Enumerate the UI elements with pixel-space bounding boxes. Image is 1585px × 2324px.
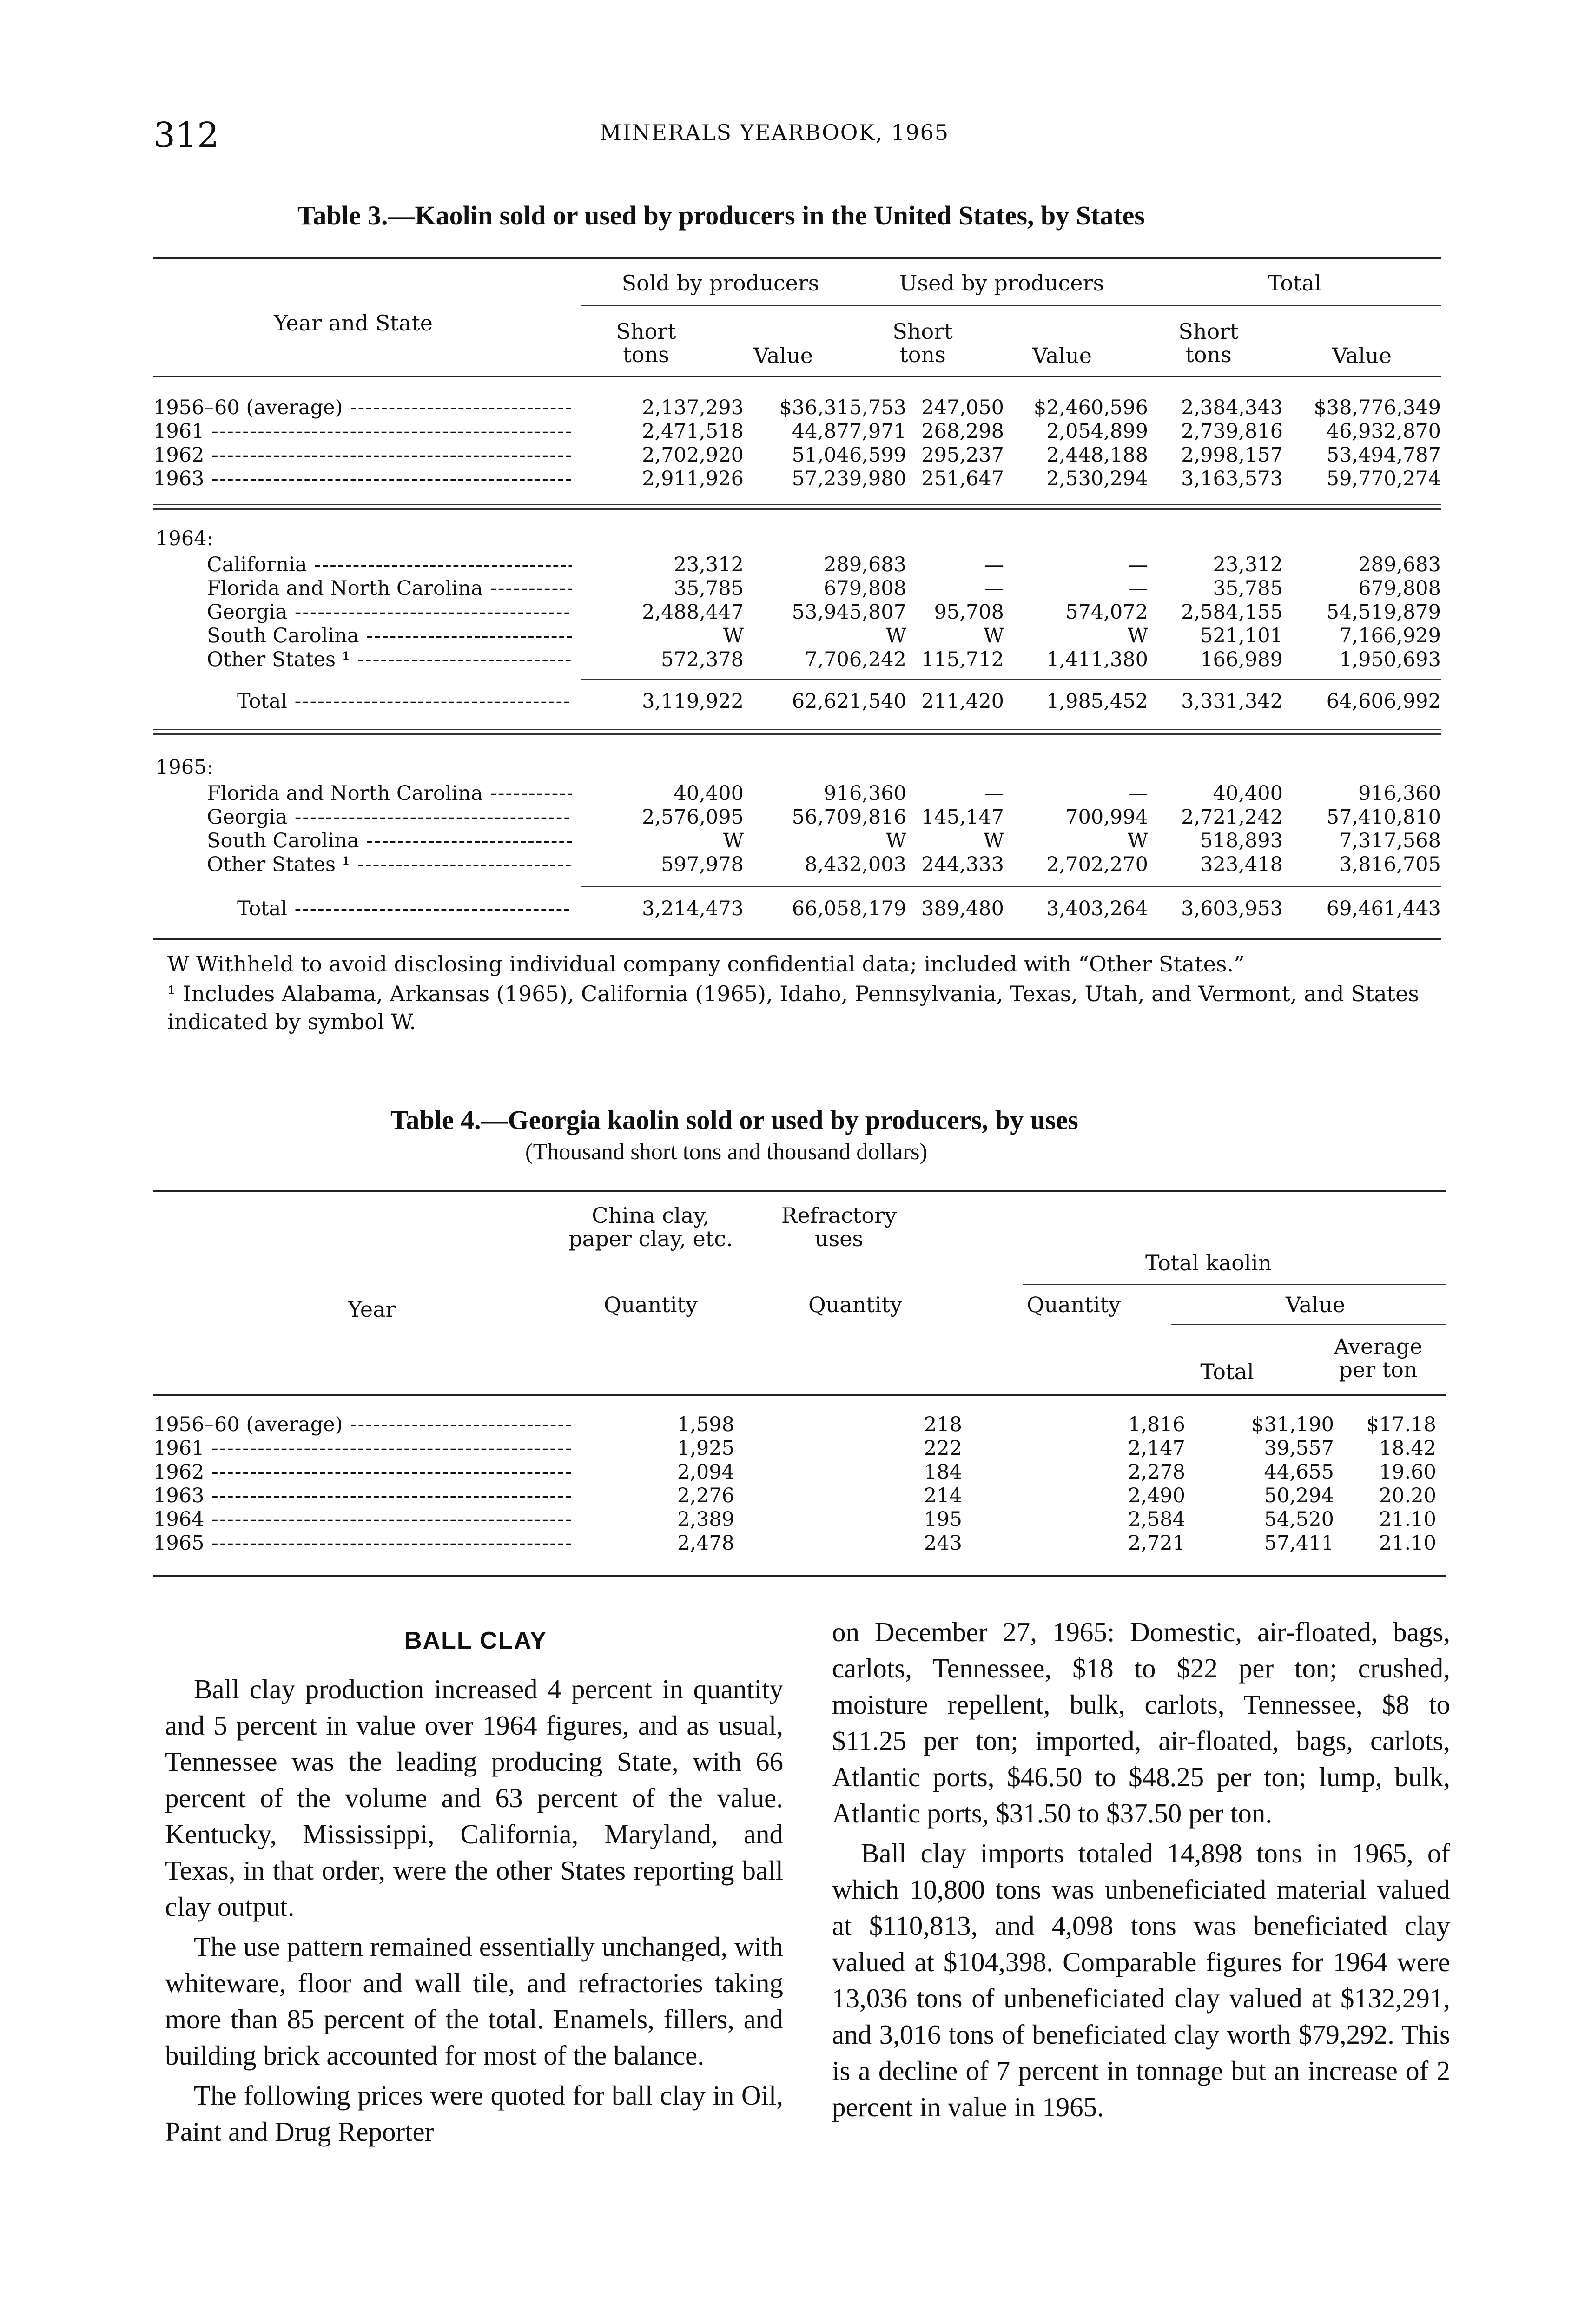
table-cell: W xyxy=(885,829,906,852)
table3-col-used-tons: Short tons xyxy=(892,319,953,367)
total-cell: 69,461,443 xyxy=(1326,897,1441,920)
row-label: 1961 ----- xyxy=(153,1437,572,1460)
table-cell: 8,432,003 xyxy=(805,853,906,876)
table-cell: W xyxy=(1127,624,1148,647)
table-cell: 679,808 xyxy=(824,577,906,600)
total-cell: 62,621,540 xyxy=(792,690,906,713)
table-cell: 2,278 xyxy=(1128,1460,1185,1484)
table-cell: 268,298 xyxy=(921,420,1004,443)
table4-col-china: China clay, paper clay, etc. xyxy=(568,1203,733,1251)
row-label: Other States ¹ ----- xyxy=(153,648,572,672)
ball-clay-heading: BALL CLAY xyxy=(404,1627,547,1654)
table-cell: 2,584 xyxy=(1128,1508,1185,1531)
table-cell: 40,400 xyxy=(674,782,744,805)
row-label: 1963 ----- xyxy=(153,467,572,491)
right-paragraph-1: on December 27, 1965: Domestic, air-floated, bags, carlots, Tennessee, $18 to $22 per ton; crushed, moisture repellent, bulk, carlots, Tennessee, $8 to $11.25 per ton; imported, air-floated, bags, carlots, Atlantic ports, $46.50 to $48.25 per ton; lump, bulk, Atlantic ports, $31.50 to $37.50 per ton. xyxy=(832,1617,1450,1829)
table-cell: 247,050 xyxy=(921,396,1004,419)
table-cell: 7,166,929 xyxy=(1339,624,1441,647)
row-label: 1956–60 (average) ----- xyxy=(153,396,572,420)
table-cell: 2,389 xyxy=(677,1508,734,1531)
total-cell: 66,058,179 xyxy=(792,897,906,920)
table-cell: 2,448,188 xyxy=(1046,443,1148,467)
table-cell: 2,478 xyxy=(677,1532,734,1555)
row-label: South Carolina ----- xyxy=(153,829,572,853)
table-cell: 2,471,518 xyxy=(642,420,744,443)
row-label: Florida and North Carolina ----- xyxy=(153,782,572,805)
table-cell: 20.20 xyxy=(1379,1484,1436,1507)
table4-caption: Table 4.—Georgia kaolin sold or used by producers, by uses xyxy=(390,1105,1078,1135)
table-row xyxy=(153,1508,1446,1532)
row-label: Florida and North Carolina ----- xyxy=(153,577,572,601)
table4-quantity-refractory: Quantity xyxy=(808,1292,903,1317)
table-cell: 18.42 xyxy=(1379,1437,1436,1460)
table-cell: 214 xyxy=(924,1484,962,1507)
table-cell: 2,147 xyxy=(1128,1437,1185,1460)
table-cell: — xyxy=(1128,553,1148,576)
table-cell: 2,702,270 xyxy=(1046,853,1148,876)
table-cell: 145,147 xyxy=(921,805,1004,829)
table3-rule-2b xyxy=(153,733,1441,735)
total-cell: 3,603,953 xyxy=(1181,897,1283,920)
table3-subtotal-rule-1964 xyxy=(581,679,1441,680)
table3-col-sold-tons: Short tons xyxy=(616,319,676,367)
table3-early-rows xyxy=(153,396,1441,491)
table4-col-refractory: Refractory uses xyxy=(781,1203,897,1251)
table-cell: 166,989 xyxy=(1200,648,1283,671)
row-label: 1963 ----- xyxy=(153,1484,572,1508)
table-cell: 2,054,899 xyxy=(1046,420,1148,443)
table-row xyxy=(153,853,1441,877)
table-cell: 3,816,705 xyxy=(1339,853,1441,876)
table4-stub-header: Year xyxy=(348,1297,396,1322)
table-cell: 23,312 xyxy=(1213,553,1283,576)
table-cell: 700,994 xyxy=(1065,805,1148,829)
table-cell: 597,978 xyxy=(661,853,744,876)
left-paragraph-1: Ball clay production increased 4 percent in quantity and 5 percent in value over 1964 figures, and as usual, Tennessee was the leading producing State, with 66 percent of the volume and 63 percent of the value. Kentucky, Mississippi, California, Maryland, and Texas, in that order, were the other States reporting ball clay output. xyxy=(165,1674,783,1922)
table-cell: 44,877,971 xyxy=(792,420,906,443)
table-cell: 54,520 xyxy=(1264,1508,1334,1531)
table-cell: 7,317,568 xyxy=(1339,829,1441,852)
table-cell: W xyxy=(983,624,1004,647)
table-cell: 1,950,693 xyxy=(1339,648,1441,671)
row-label: 1965 ----- xyxy=(153,1532,572,1555)
table-cell: 39,557 xyxy=(1264,1437,1334,1460)
table-row xyxy=(153,782,1441,805)
table-cell: 222 xyxy=(924,1437,962,1460)
table-cell: $31,190 xyxy=(1251,1413,1334,1436)
table-cell: — xyxy=(984,577,1004,600)
table3-group-total: Total xyxy=(1268,271,1321,296)
table-cell: 7,706,242 xyxy=(805,648,906,671)
table-cell: 2,276 xyxy=(677,1484,734,1507)
table-cell: 2,721,242 xyxy=(1181,805,1283,829)
table-cell: 54,519,879 xyxy=(1326,601,1441,624)
table4-quantity-total: Quantity xyxy=(1026,1292,1121,1317)
table-cell: 323,418 xyxy=(1200,853,1283,876)
table-cell: 21.10 xyxy=(1379,1532,1436,1555)
total-cell: 64,606,992 xyxy=(1326,690,1441,713)
table3-footnote-w: W Withheld to avoid disclosing individual company confidential data; included with “Other States.” xyxy=(167,951,1245,977)
table-cell: $36,315,753 xyxy=(779,396,906,419)
table-cell: 1,598 xyxy=(677,1413,734,1436)
table4-col-total: Total xyxy=(1200,1359,1254,1384)
table-cell: — xyxy=(984,782,1004,805)
table-cell: 184 xyxy=(924,1460,962,1484)
table3-1964-rows xyxy=(153,553,1441,672)
total-row xyxy=(153,690,1441,713)
row-label: Georgia ----- xyxy=(153,601,572,624)
table-row xyxy=(153,805,1441,829)
table-row xyxy=(153,577,1441,601)
table-cell: 21.10 xyxy=(1379,1508,1436,1531)
table-cell: W xyxy=(723,624,744,647)
table3-rule-1b xyxy=(153,508,1441,510)
table-cell: 2,702,920 xyxy=(642,443,744,467)
table4-total-kaolin-rule xyxy=(1023,1284,1446,1285)
table-cell: W xyxy=(983,829,1004,852)
table4-subcaption: (Thousand short tons and thousand dollars) xyxy=(525,1138,928,1164)
table-cell: 53,945,807 xyxy=(792,601,906,624)
table-cell: 2,137,293 xyxy=(642,396,744,419)
table-cell: W xyxy=(885,624,906,647)
row-label: California ----- xyxy=(153,553,572,577)
running-title: MINERALS YEARBOOK, 1965 xyxy=(600,120,950,145)
row-label: Other States ¹ ----- xyxy=(153,853,572,877)
table-cell: 251,647 xyxy=(921,467,1004,490)
table-cell: 56,709,816 xyxy=(792,805,906,829)
table4-quantity-china: Quantity xyxy=(603,1292,698,1317)
left-text-column xyxy=(165,1671,783,2150)
table3-1965-rows xyxy=(153,782,1441,877)
row-label: South Carolina ----- xyxy=(153,624,572,648)
table-row xyxy=(153,396,1441,420)
table-cell: 679,808 xyxy=(1358,577,1441,600)
table-cell: 244,333 xyxy=(921,853,1004,876)
table-row xyxy=(153,1413,1446,1437)
table-cell: 2,911,926 xyxy=(642,467,744,490)
table-cell: 916,360 xyxy=(824,782,906,805)
page-number: 312 xyxy=(153,115,219,155)
table-cell: 2,739,816 xyxy=(1181,420,1283,443)
table3-1965-total xyxy=(153,897,1441,921)
table-row xyxy=(153,1532,1446,1555)
table-cell: 2,998,157 xyxy=(1181,443,1283,467)
row-label: 1962 ----- xyxy=(153,443,572,467)
table-cell: 1,925 xyxy=(677,1437,734,1460)
table4-bottom-rule xyxy=(153,1575,1446,1577)
table4-value-header: Value xyxy=(1286,1292,1345,1317)
total-cell: 3,214,473 xyxy=(642,897,744,920)
table-cell: 57,239,980 xyxy=(792,467,906,490)
table-cell: $17.18 xyxy=(1366,1413,1436,1436)
table-cell: 23,312 xyxy=(674,553,744,576)
table-cell: 35,785 xyxy=(1213,577,1283,600)
table3-section-1964: 1964: xyxy=(156,527,213,550)
table-cell: 51,046,599 xyxy=(792,443,906,467)
table3-col-total-tons: Short tons xyxy=(1178,319,1239,367)
table-cell: 59,770,274 xyxy=(1326,467,1441,490)
table3-group-used: Used by producers xyxy=(899,271,1104,296)
total-cell: 389,480 xyxy=(921,897,1004,920)
table-cell: 2,488,447 xyxy=(642,601,744,624)
row-label: 1956–60 (average) ----- xyxy=(153,1413,572,1437)
table4-col-total-kaolin: Total kaolin xyxy=(1145,1250,1272,1275)
row-label: 1962 ----- xyxy=(153,1460,572,1484)
total-cell: 3,119,922 xyxy=(642,690,744,713)
row-label: Georgia ----- xyxy=(153,805,572,829)
table-cell: 2,530,294 xyxy=(1046,467,1148,490)
table-cell: — xyxy=(1128,782,1148,805)
table-cell: 2,490 xyxy=(1128,1484,1185,1507)
table-cell: 916,360 xyxy=(1358,782,1441,805)
table3-group-sold: Sold by producers xyxy=(621,271,819,296)
table-cell: W xyxy=(1127,829,1148,852)
left-paragraph-3: The following prices were quoted for ball clay in Oil, Paint and Drug Reporter xyxy=(165,2080,783,2147)
total-cell: 3,331,342 xyxy=(1181,690,1283,713)
table-cell: 243 xyxy=(924,1532,962,1555)
table3-head-rule xyxy=(153,376,1441,377)
table-cell: 1,816 xyxy=(1128,1413,1185,1436)
table-cell: $38,776,349 xyxy=(1314,396,1441,419)
table4-rows xyxy=(153,1413,1446,1555)
table3-caption: Table 3.—Kaolin sold or used by producers in the United States, by States xyxy=(297,200,1145,231)
table3-rule-1 xyxy=(153,504,1441,505)
left-paragraph-2: The use pattern remained essentially unchanged, with whiteware, floor and wall tile, and refractories taking more than 85 percent of the total. Enamels, fillers, and building brick accounted for most of the balance. xyxy=(165,1931,783,2071)
table-cell: 19.60 xyxy=(1379,1460,1436,1484)
table-cell: 1,411,380 xyxy=(1046,648,1148,671)
total-row xyxy=(153,897,1441,921)
table-cell: 115,712 xyxy=(921,648,1004,671)
table-cell: 574,072 xyxy=(1065,601,1148,624)
table-cell: 2,094 xyxy=(677,1460,734,1484)
table-row xyxy=(153,553,1441,577)
table-cell: $2,460,596 xyxy=(1033,396,1148,419)
table4-value-rule xyxy=(1171,1324,1446,1325)
table-cell: 3,163,573 xyxy=(1181,467,1283,490)
table3-stub-header: Year and State xyxy=(274,310,433,336)
table3-1964-total xyxy=(153,690,1441,713)
table-cell: 46,932,870 xyxy=(1326,420,1441,443)
table-cell: W xyxy=(723,829,744,852)
table-cell: 2,576,095 xyxy=(642,805,744,829)
table-cell: 40,400 xyxy=(1213,782,1283,805)
table-row xyxy=(153,648,1441,672)
total-cell: 211,420 xyxy=(921,690,1004,713)
table-cell: — xyxy=(984,553,1004,576)
table-cell: 572,378 xyxy=(661,648,744,671)
table-cell: 2,384,343 xyxy=(1181,396,1283,419)
table-cell: 57,411 xyxy=(1264,1532,1334,1555)
table-cell: 53,494,787 xyxy=(1326,443,1441,467)
table-row xyxy=(153,443,1441,467)
total-label: Total ----- xyxy=(153,690,572,713)
table-row xyxy=(153,829,1441,853)
table-cell: 195 xyxy=(924,1508,962,1531)
table-row xyxy=(153,467,1441,491)
table-row xyxy=(153,1484,1446,1508)
table3-col-used-value: Value xyxy=(1032,343,1092,368)
table3-section-1965: 1965: xyxy=(156,756,213,779)
table-row xyxy=(153,420,1441,443)
table-cell: 289,683 xyxy=(824,553,906,576)
table3-footnote-1: ¹ Includes Alabama, Arkansas (1965), California (1965), Idaho, Pennsylvania, Texas, Utah, and Vermont, and States indicated by symbol W. xyxy=(167,981,1419,1034)
total-cell: 3,403,264 xyxy=(1046,897,1148,920)
table-cell: 50,294 xyxy=(1264,1484,1334,1507)
table-cell: 2,721 xyxy=(1128,1532,1185,1555)
table4-head-rule xyxy=(153,1394,1446,1396)
right-paragraph-2: Ball clay imports totaled 14,898 tons in 1965, of which 10,800 tons was unbeneficiated material valued at $110,813, and 4,098 tons was beneficiated clay valued at $104,398. Comparable figures for 1964 were 13,036 tons of unbeneficiated clay valued at $132,291, and 3,016 tons of beneficiated clay worth $79,292. This is a decline of 7 percent in tonnage but an increase of 2 percent in value in 1965. xyxy=(832,1838,1450,2122)
table3-subtotal-rule-1965 xyxy=(581,886,1441,887)
table3-group-rule xyxy=(581,305,1441,306)
table3-rule-2 xyxy=(153,729,1441,730)
table-cell: 95,708 xyxy=(934,601,1004,624)
table-cell: 295,237 xyxy=(921,443,1004,467)
table3-bottom-rule xyxy=(153,938,1441,940)
table-row xyxy=(153,1460,1446,1484)
table-row xyxy=(153,601,1441,624)
table-cell: 35,785 xyxy=(674,577,744,600)
table-cell: — xyxy=(1128,577,1148,600)
total-label: Total ----- xyxy=(153,897,572,921)
table-cell: 44,655 xyxy=(1264,1460,1334,1484)
table-row xyxy=(153,1437,1446,1460)
table-row xyxy=(153,624,1441,648)
total-cell: 1,985,452 xyxy=(1046,690,1148,713)
table3-col-total-value: Value xyxy=(1332,343,1392,368)
table-cell: 2,584,155 xyxy=(1181,601,1283,624)
table3-top-rule xyxy=(153,257,1441,259)
table4-top-rule xyxy=(153,1190,1446,1192)
table-cell: 57,410,810 xyxy=(1326,805,1441,829)
table3-col-sold-value: Value xyxy=(753,343,813,368)
table-cell: 518,893 xyxy=(1200,829,1283,852)
table4-col-avg: Average per ton xyxy=(1334,1334,1423,1382)
row-label: 1964 ----- xyxy=(153,1508,572,1532)
table-cell: 521,101 xyxy=(1200,624,1283,647)
right-text-column xyxy=(832,1614,1450,2125)
table-cell: 289,683 xyxy=(1358,553,1441,576)
table-cell: 218 xyxy=(924,1413,962,1436)
row-label: 1961 ----- xyxy=(153,420,572,443)
